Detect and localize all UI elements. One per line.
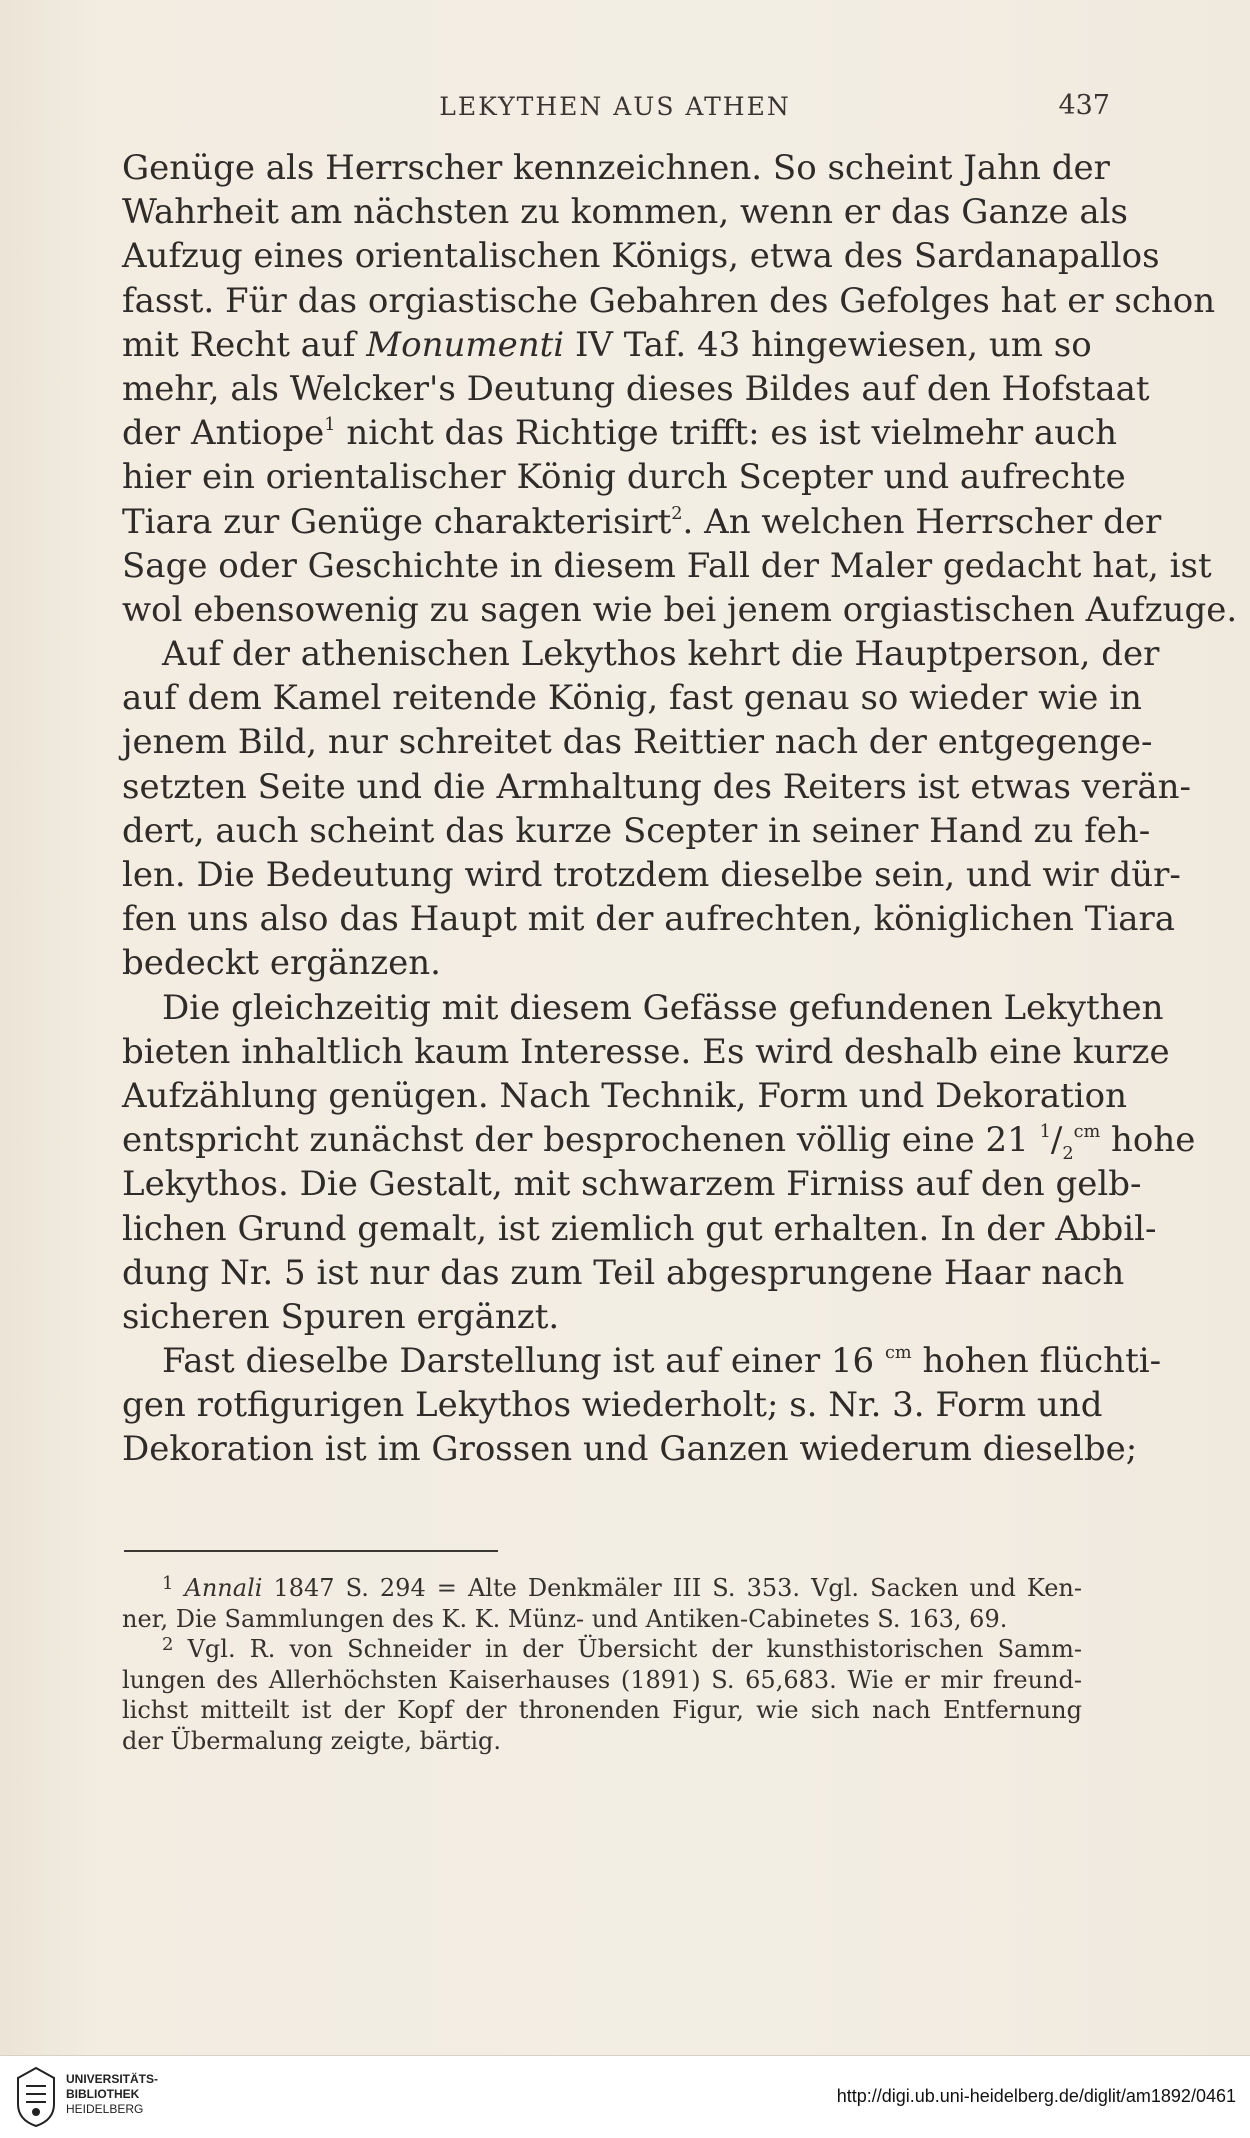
page-header	[120, 88, 1110, 128]
text-line: Auf der athenischen Lekythos kehrt die Hauptperson, der	[162, 634, 1160, 675]
text-line: Sage oder Geschichte in diesem Fall der Maler gedacht hat, ist	[122, 545, 1212, 586]
paragraph-4	[122, 1339, 1162, 1472]
unit-cm: cm	[885, 1342, 912, 1363]
unit-cm: cm	[1073, 1121, 1101, 1142]
footnote-line: ner, Die Sammlungen des K. K. Münz- und Antiken-Cabinetes S. 163, 69.	[122, 1604, 1008, 1633]
body-text	[122, 146, 1238, 1472]
text-line: bieten inhaltlich kaum Interesse. Es wird deshalb eine kurze	[122, 1031, 1170, 1072]
text-line: Lekythos. Die Gestalt, mit schwarzem Firniss auf den gelb-	[122, 1164, 1142, 1205]
italic-title: Monumenti	[366, 324, 565, 365]
text-line: fen uns also das Haupt mit der aufrechten, königlichen Tiara	[122, 899, 1176, 940]
footnote-line: der Übermalung zeigte, bärtig.	[122, 1726, 502, 1755]
text-line: sicheren Spuren ergänzt.	[122, 1296, 560, 1337]
paragraph-1	[122, 146, 1238, 632]
text-line: dung Nr. 5 ist nur das zum Teil abgesprungene Haar nach	[122, 1252, 1125, 1293]
footnotes	[122, 1573, 1082, 1756]
running-head: LEKYTHEN AUS ATHEN	[439, 92, 791, 121]
text-line: len. Die Bedeutung wird trotzdem dieselbe sein, und wir dür-	[122, 855, 1181, 895]
text-line: hier ein orientalischer König durch Scepter und aufrechte	[122, 457, 1126, 498]
text-line: entspricht zunächst der besprochenen völlig eine 21 $^1/_2^{cm}$ hohe	[122, 1120, 1196, 1164]
university-seal-icon	[14, 2064, 58, 2130]
footnote-2: $^2$ Vgl. R. von Schneider in der Übersicht der kunsthistorischen Samm-	[162, 1633, 1082, 1663]
text-line: Die gleichzeitig mit diesem Gefässe gefundenen Lekythen	[162, 987, 1164, 1028]
footnote-ref-1[interactable]: 1	[324, 414, 336, 435]
text-line: gen rotfigurigen Lekythos wiederholt; s. Nr. 3. Form und	[122, 1385, 1103, 1426]
library-name: UNIVERSITÄTS- BIBLIOTHEK HEIDELBERG	[66, 2072, 159, 2116]
footnote-ref-2[interactable]: 2	[671, 503, 683, 524]
footnote-1: $^1$ Annali 1847 S. 294 = Alte Denkmäler III S. 353. Vgl. Sacken und Ken-	[162, 1572, 1082, 1602]
text-line: fasst. Für das orgiastische Gebahren des Gefolges hat er schon	[122, 280, 1216, 321]
footnote-divider	[124, 1550, 498, 1552]
digitization-footer	[0, 2055, 1250, 2138]
page-number: 437	[1058, 90, 1110, 121]
footnote-line: lungen des Allerhöchsten Kaiserhauses (1891) S. 65,683. Wie er mir freund-	[122, 1665, 1082, 1694]
text-line: mit Recht auf Monumenti IV Taf. 43 hingewiesen, um so	[122, 324, 1092, 365]
text-line: mehr, als Welcker's Deutung dieses Bildes auf den Hofstaat	[122, 368, 1150, 409]
text-line: Dekoration ist im Grossen und Ganzen wiederum dieselbe;	[122, 1429, 1138, 1470]
text-line: dert, auch scheint das kurze Scepter in seiner Hand zu feh-	[122, 810, 1151, 851]
text-line: setzten Seite und die Armhaltung des Reiters ist etwas verän-	[122, 766, 1192, 807]
footnote-number: 2	[162, 1633, 174, 1655]
text-line: Fast dieselbe Darstellung ist auf einer 16 $^{cm}$ hohen flüchti-	[162, 1341, 1162, 1382]
text-line: jenem Bild, nur schreitet das Reittier nach der entgegenge-	[122, 722, 1153, 763]
text-line: wol ebensowenig zu sagen wie bei jenem orgiastischen Aufzuge.	[122, 589, 1238, 630]
text-line: Genüge als Herrscher kennzeichnen. So scheint Jahn der	[122, 148, 1110, 188]
source-url-link[interactable]: http://digi.ub.uni-heidelberg.de/diglit/am1892/0461	[836, 2086, 1236, 2106]
text-line: Wahrheit am nächsten zu kommen, wenn er das Ganze als	[122, 192, 1129, 233]
text-line: Aufzug eines orientalischen Königs, etwa des Sardanapallos	[122, 236, 1160, 277]
paragraph-2	[122, 632, 1192, 986]
text-line: der Antiope$^1$ nicht das Richtige trifft: es ist vielmehr auch	[122, 413, 1118, 454]
text-line: auf dem Kamel reitende König, fast genau so wieder wie in	[122, 678, 1142, 719]
text-line: Tiara zur Genüge charakterisirt$^2$. An welchen Herrscher der	[122, 501, 1162, 542]
footnote-number: 1	[162, 1572, 174, 1594]
paragraph-3	[122, 986, 1196, 1340]
text-line: bedeckt ergänzen.	[122, 943, 441, 984]
text-line: lichen Grund gemalt, ist ziemlich gut erhalten. In der Abbil-	[122, 1208, 1157, 1249]
text-line: Aufzählung genügen. Nach Technik, Form und Dekoration	[122, 1075, 1128, 1116]
footnote-line: lichst mitteilt ist der Kopf der thronenden Figur, wie sich nach Entfernung	[122, 1696, 1082, 1724]
